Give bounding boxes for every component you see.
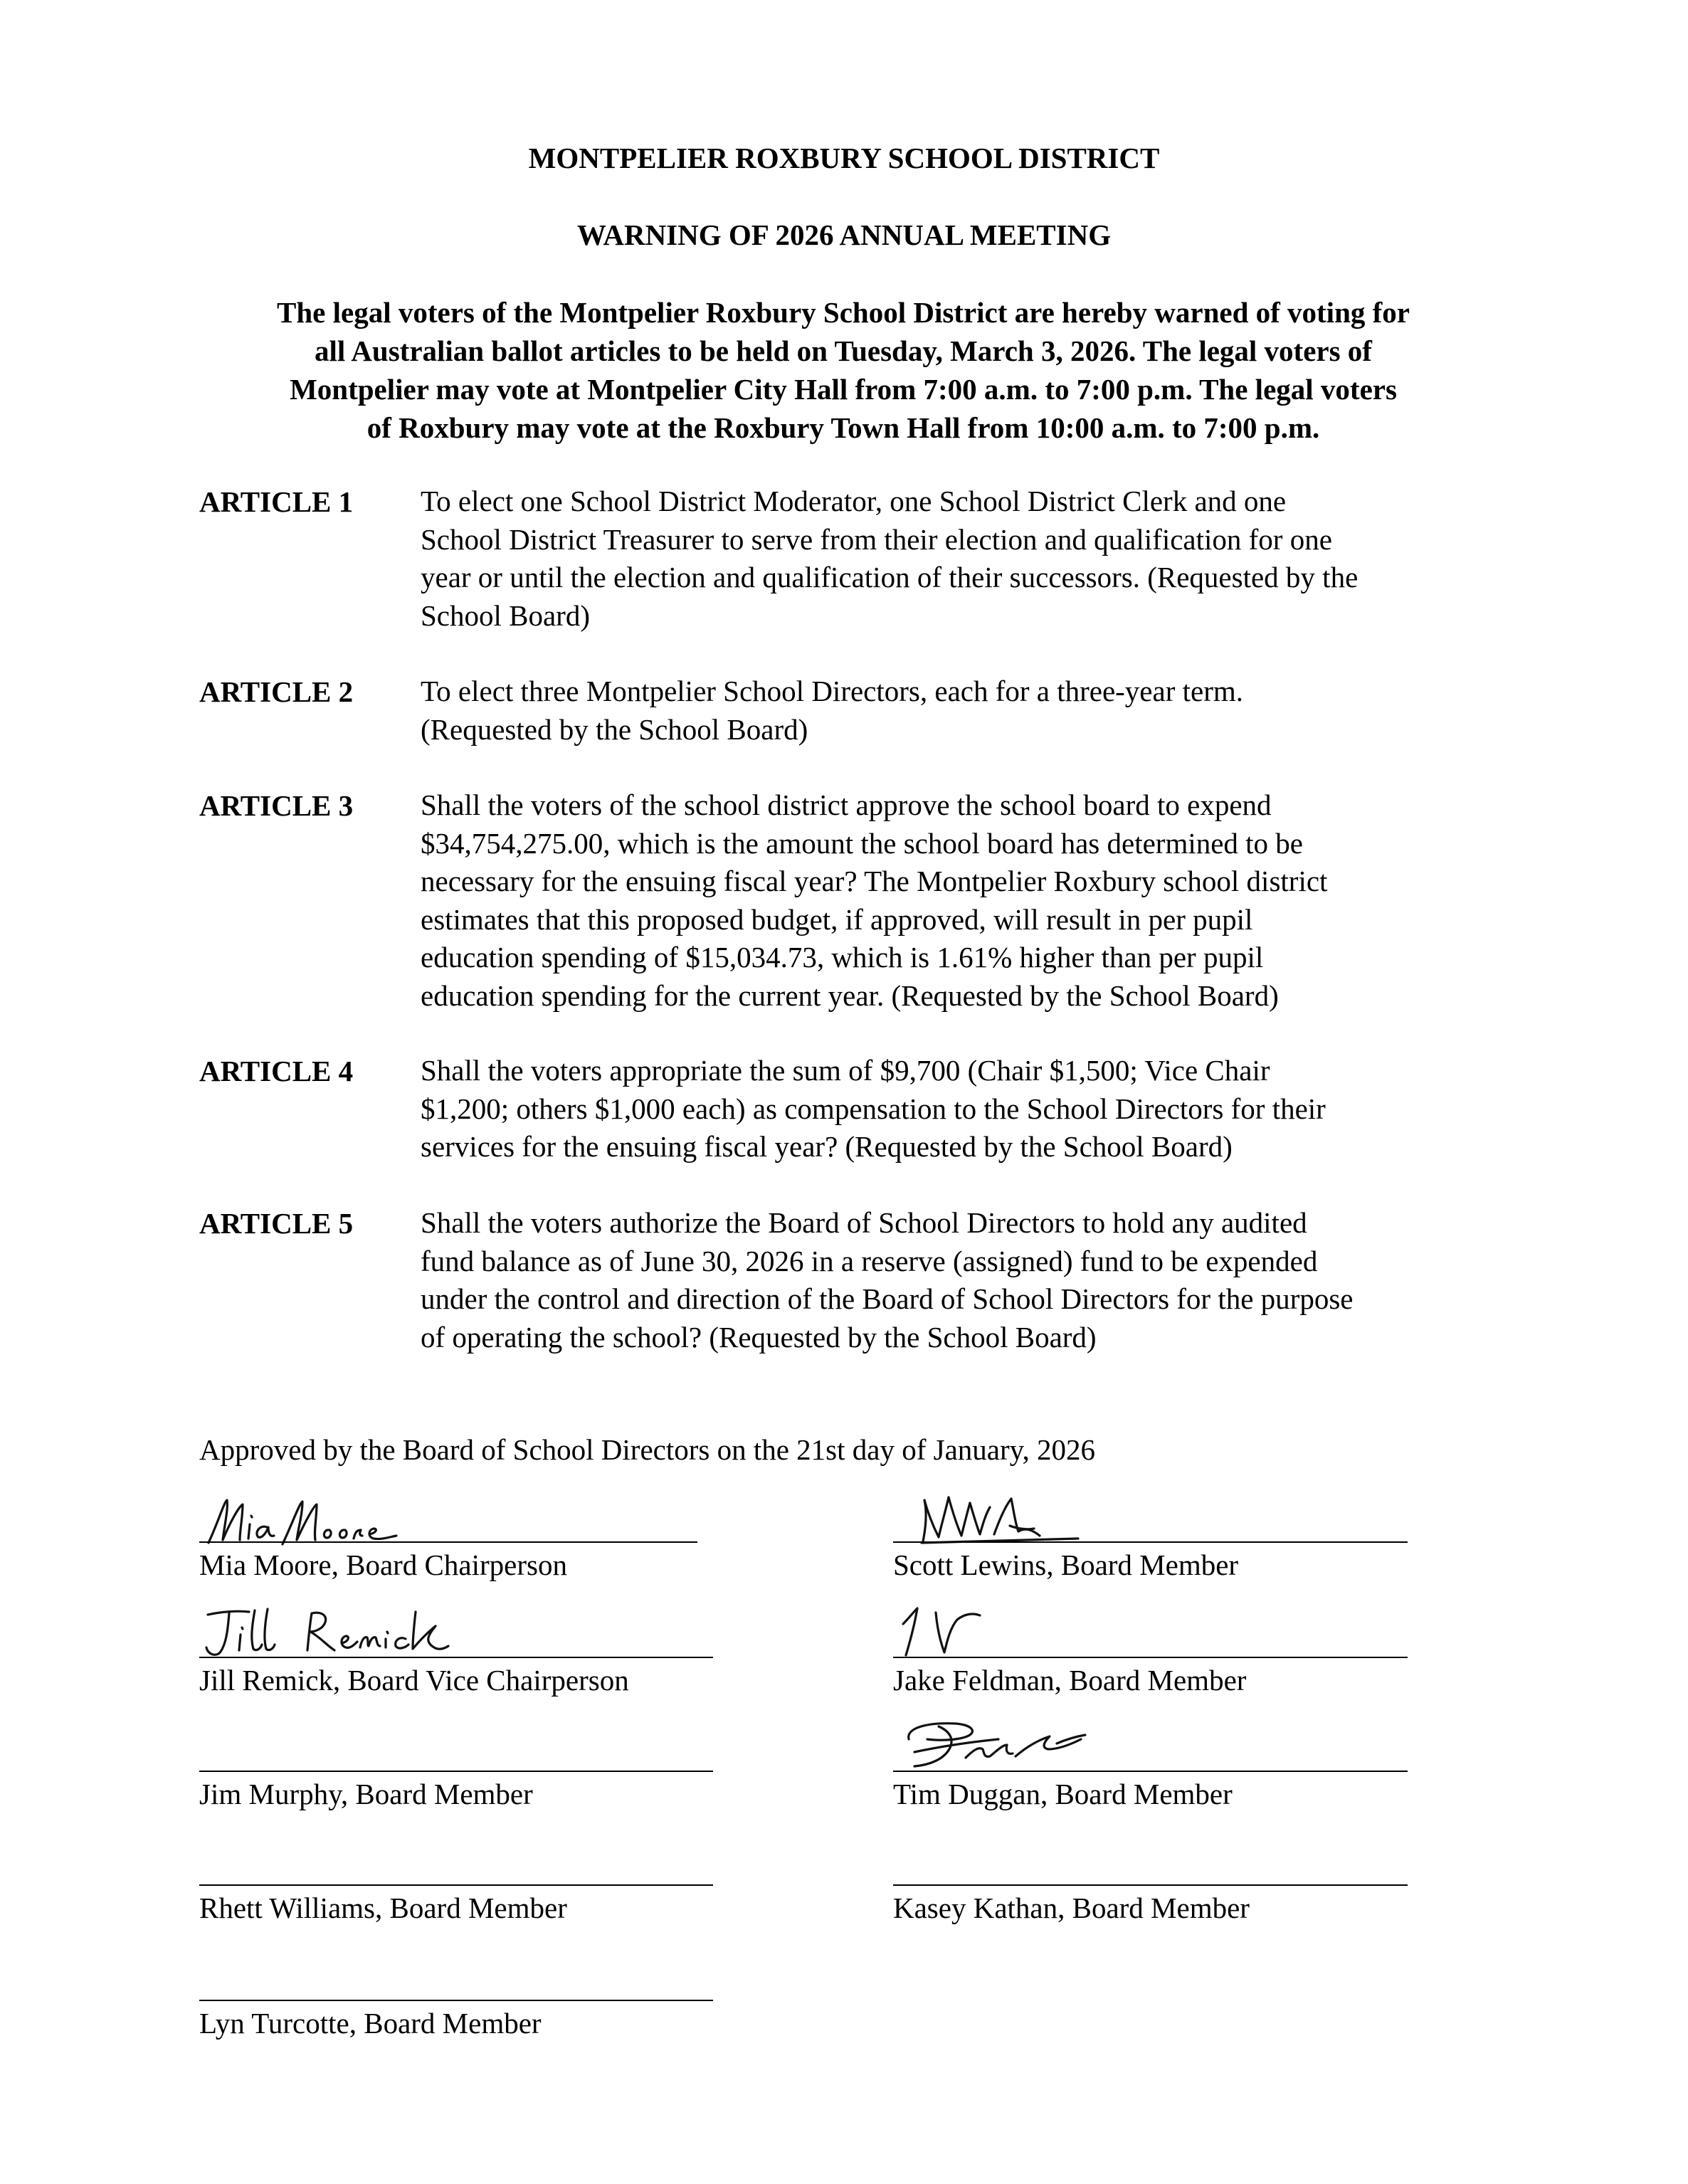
warning-title: WARNING OF 2026 ANNUAL MEETING [576, 218, 1112, 251]
article-line: $34,754,275.00, which is the amount the school board has determined to be [421, 826, 1304, 860]
article-line: Shall the voters of the school district approve the school board to expend [421, 788, 1272, 821]
article-line: Shall the voters appropriate the sum of $9,700 (Chair $1,500; Vice Chair [421, 1054, 1270, 1087]
article-text [421, 1204, 1509, 1356]
article-line: under the control and direction of the Board of School Directors for the purpose [421, 1282, 1354, 1315]
intro-line: of Roxbury may vote at the Roxbury Town Hall from 10:00 a.m. to 7:00 p.m. [366, 411, 1320, 444]
article-line: Shall the voters authorize the Board of School Directors to hold any audited [421, 1206, 1307, 1239]
signature-line [199, 2000, 713, 2001]
signature-block-jill-remick [199, 1657, 712, 1771]
article-line: fund balance as of June 30, 2026 in a reserve (assigned) fund to be expended [421, 1244, 1318, 1277]
signatory-name: Jake Feldman, Board Member [893, 1664, 1247, 1697]
intro-line: all Australian ballot articles to be held on Tuesday, March 3, 2026. The legal voters of [315, 334, 1372, 367]
signature-block-lyn-turcotte [199, 2000, 712, 2114]
article-text [421, 672, 1509, 749]
article-line: To elect three Montpelier School Directors, each for a three-year term. [421, 675, 1243, 707]
article-text [421, 482, 1509, 635]
article-line: estimates that this proposed budget, if approved, will result in per pupil [421, 902, 1253, 936]
signatory-name: Tim Duggan, Board Member [893, 1778, 1233, 1810]
signature-line [893, 1541, 1408, 1543]
article-label: ARTICLE 2 [199, 675, 354, 708]
signatory-name: Jill Remick, Board Vice Chairperson [199, 1664, 629, 1697]
signatory-name: Lyn Turcotte, Board Member [199, 2007, 542, 2040]
approval-statement: Approved by the Board of School Directors on the 21st day of January, 2026 [199, 1433, 1095, 1466]
signatory-name: Rhett Williams, Board Member [199, 1892, 567, 1924]
article-line: education spending for the current year. (Requested by the School Board) [421, 978, 1279, 1012]
signature-scott-lewins [907, 1484, 1092, 1549]
signature-line [199, 1771, 713, 1772]
article-line: School Board) [421, 598, 590, 632]
signature-jake-feldman [893, 1600, 1007, 1662]
article-label: ARTICLE 4 [199, 1055, 354, 1087]
signature-block-jim-murphy [199, 1771, 712, 1884]
signatory-name: Mia Moore, Board Chairperson [199, 1549, 567, 1581]
intro-line: Montpelier may vote at Montpelier City Hall from 7:00 a.m. to 7:00 p.m. The legal voters [290, 373, 1397, 406]
article-line: (Requested by the School Board) [421, 712, 808, 746]
signature-line [199, 1541, 697, 1543]
signature-line [893, 1884, 1408, 1886]
signature-line [893, 1771, 1408, 1772]
signature-line [893, 1657, 1408, 1658]
article-line: of operating the school? (Requested by the School Board) [421, 1320, 1097, 1354]
signature-block-tim-duggan [893, 1771, 1405, 1884]
signature-block-kasey-kathan [893, 1884, 1405, 1998]
article-line: necessary for the ensuing fiscal year? The Montpelier Roxbury school district [421, 865, 1328, 897]
signatory-name: Scott Lewins, Board Member [893, 1549, 1239, 1581]
article-line: education spending of $15,034.73, which is 1.61% higher than per pupil [421, 941, 1264, 974]
signatory-name: Kasey Kathan, Board Member [893, 1892, 1250, 1924]
intro-paragraph [178, 293, 1509, 447]
district-title: MONTPELIER ROXBURY SCHOOL DISTRICT [528, 142, 1160, 174]
article-text [421, 1052, 1509, 1166]
article-line: To elect one School District Moderator, one School District Clerk and one [421, 485, 1287, 517]
article-line: year or until the election and qualification of their successors. (Requested by the [421, 561, 1359, 594]
signature-jill-remick [199, 1603, 470, 1663]
intro-line: The legal voters of the Montpelier Roxbury School District are hereby warned of voting for [277, 296, 1410, 329]
article-text [421, 786, 1509, 1015]
signature-line [199, 1884, 713, 1886]
article-label: ARTICLE 3 [199, 789, 354, 822]
article-line: $1,200; others $1,000 each) as compensation to the School Directors for their [421, 1092, 1326, 1125]
signature-block-rhett-williams [199, 1884, 712, 1998]
signature-tim-duggan [899, 1715, 1134, 1779]
article-line: School District Treasurer to serve from their election and qualification for one [421, 522, 1332, 556]
signature-line [199, 1657, 713, 1658]
article-label: ARTICLE 5 [199, 1207, 354, 1240]
article-label: ARTICLE 1 [199, 485, 354, 518]
article-line: services for the ensuing fiscal year? (Requested by the School Board) [421, 1130, 1233, 1163]
signatory-name: Jim Murphy, Board Member [199, 1778, 533, 1810]
